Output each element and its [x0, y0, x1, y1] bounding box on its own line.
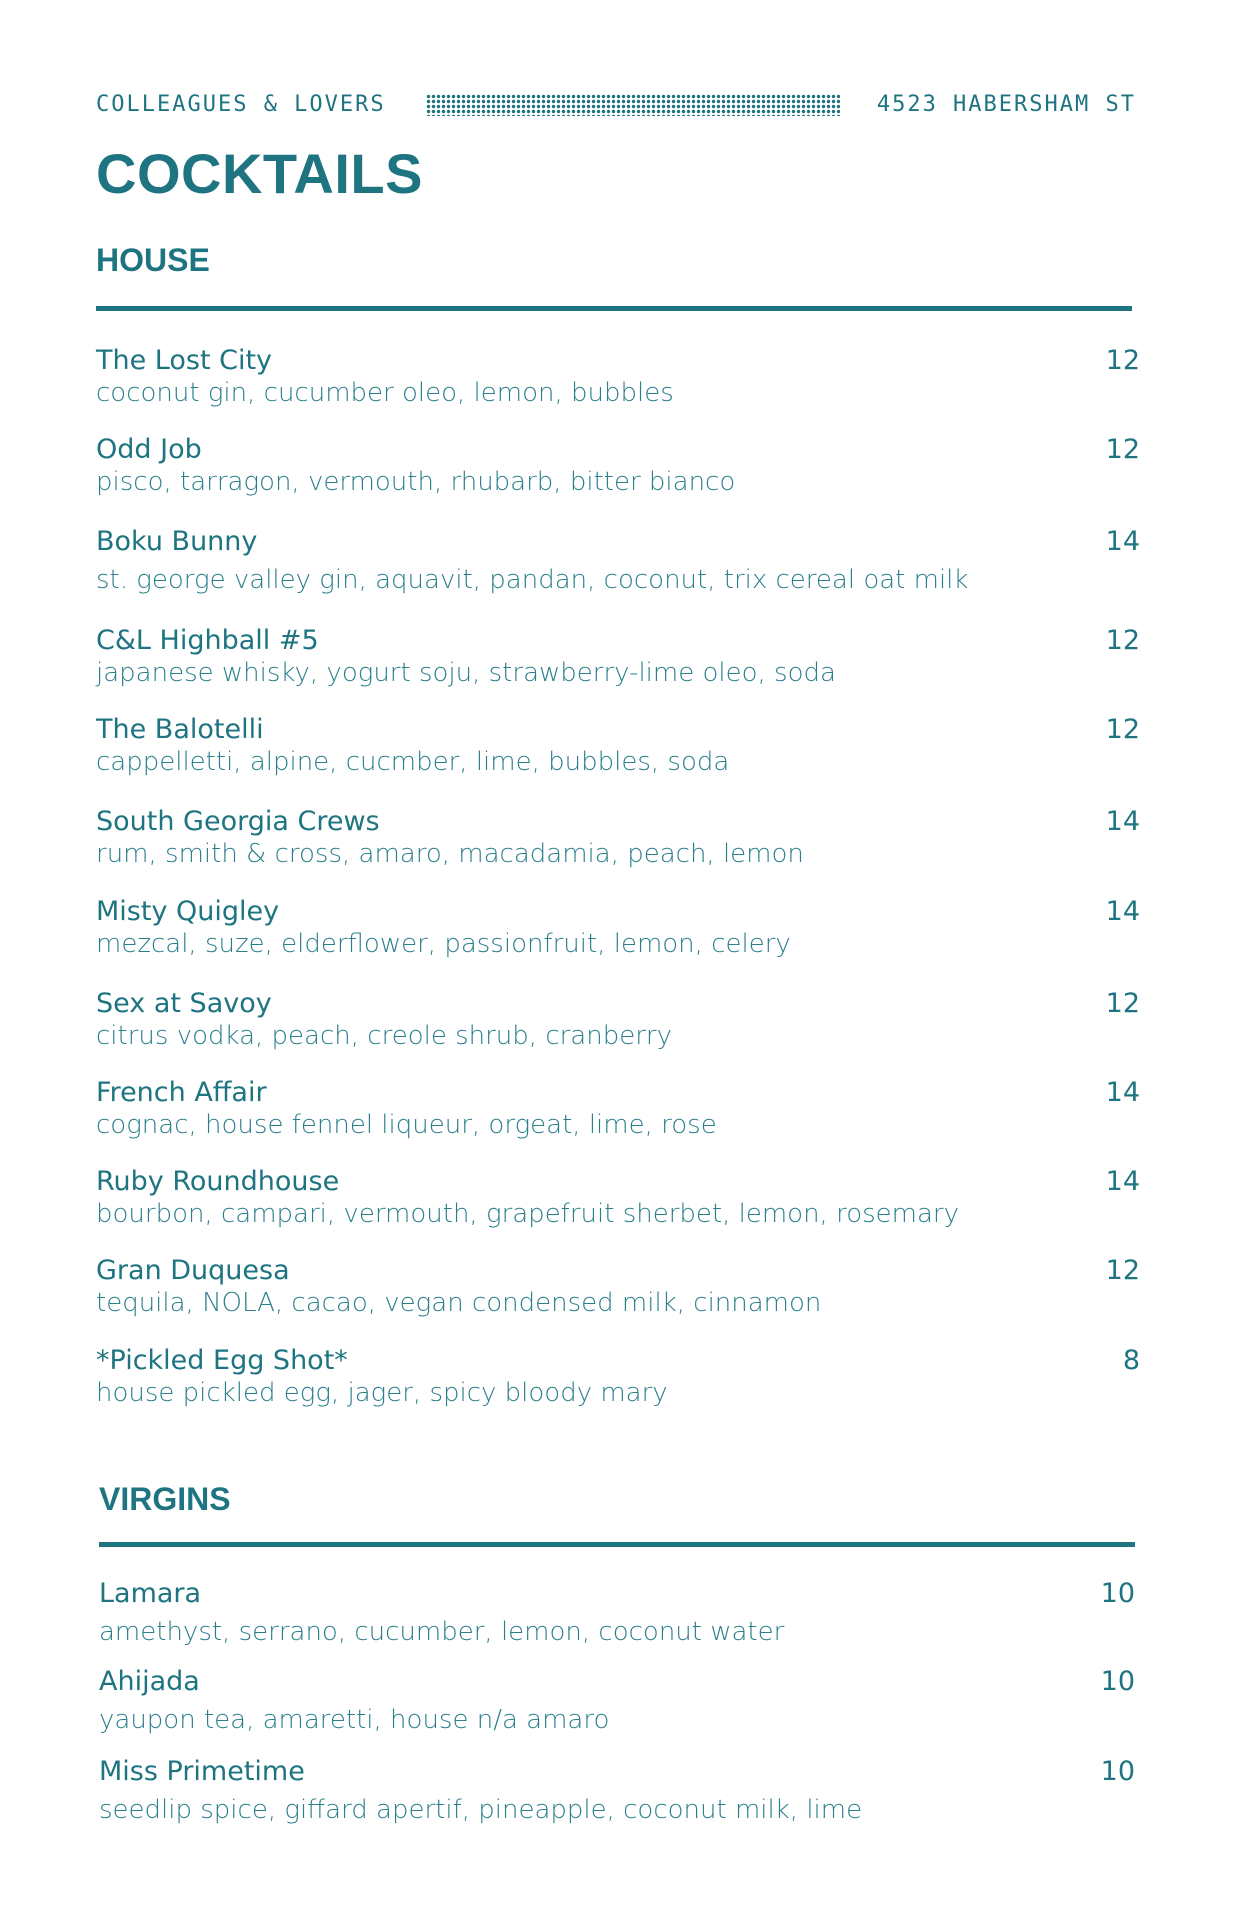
item-description: amethyst, serrano, cucumber, lemon, coconut water — [99, 1617, 785, 1647]
item-name: The Balotelli — [96, 714, 264, 745]
menu-item — [99, 1578, 1135, 1648]
item-name: Sex at Savoy — [96, 988, 272, 1019]
item-description: seedlip spice, giffard apertif, pineapple, coconut milk, lime — [99, 1795, 863, 1825]
item-price: 12 — [1105, 345, 1140, 376]
item-price: 10 — [1100, 1578, 1135, 1609]
item-description: coconut gin, cucumber oleo, lemon, bubbles — [96, 378, 674, 408]
dot-pattern-divider — [426, 94, 840, 116]
item-name: *Pickled Egg Shot* — [96, 1345, 348, 1376]
item-description: rum, smith & cross, amaro, macadamia, peach, lemon — [96, 839, 804, 869]
item-price: 14 — [1105, 806, 1140, 837]
menu-item — [96, 434, 1140, 498]
menu-item — [96, 1166, 1140, 1230]
menu-item — [96, 1255, 1140, 1319]
item-name: Ahijada — [99, 1666, 200, 1697]
item-price: 12 — [1105, 988, 1140, 1019]
section-house — [96, 244, 1140, 311]
menu-item — [96, 988, 1140, 1052]
item-description: yaupon tea, amaretti, house n/a amaro — [99, 1705, 610, 1735]
item-name: French Affair — [96, 1077, 267, 1108]
item-name: C&L Highball #5 — [96, 625, 319, 656]
item-description: cognac, house fennel liqueur, orgeat, lime, rose — [96, 1110, 717, 1140]
item-name: Ruby Roundhouse — [96, 1166, 340, 1197]
item-description: japanese whisky, yogurt soju, strawberry-lime oleo, soda — [96, 658, 836, 688]
item-description: st. george valley gin, aquavit, pandan, coconut, trix cereal oat milk — [96, 565, 969, 595]
item-description: tequila, NOLA, cacao, vegan condensed milk, cinnamon — [96, 1288, 822, 1318]
item-description: cappelletti, alpine, cucmber, lime, bubbles, soda — [96, 747, 730, 777]
item-name: South Georgia Crews — [96, 806, 380, 837]
item-description: house pickled egg, jager, spicy bloody mary — [96, 1378, 668, 1408]
item-price: 14 — [1105, 1166, 1140, 1197]
item-price: 12 — [1105, 434, 1140, 465]
item-price: 12 — [1105, 714, 1140, 745]
item-description: citrus vodka, peach, creole shrub, cranberry — [96, 1021, 672, 1051]
brand-name: COLLEAGUES & LOVERS — [96, 92, 386, 117]
item-price: 14 — [1105, 896, 1140, 927]
item-name: Boku Bunny — [96, 526, 258, 557]
menu-item — [96, 1345, 1140, 1409]
item-description: pisco, tarragon, vermouth, rhubarb, bitter bianco — [96, 467, 736, 497]
item-name: Lamara — [99, 1578, 202, 1609]
item-price: 10 — [1100, 1666, 1135, 1697]
page-title: COCKTAILS — [96, 142, 423, 205]
header-bar — [96, 92, 1136, 122]
menu-item — [96, 625, 1140, 689]
menu-item — [96, 345, 1140, 409]
item-name: Misty Quigley — [96, 896, 280, 927]
section-divider — [99, 1542, 1135, 1547]
menu-item — [96, 806, 1140, 870]
item-price: 14 — [1105, 526, 1140, 557]
item-description: bourbon, campari, vermouth, grapefruit sherbet, lemon, rosemary — [96, 1199, 959, 1229]
item-price: 12 — [1105, 625, 1140, 656]
item-price: 14 — [1105, 1077, 1140, 1108]
item-description: mezcal, suze, elderflower, passionfruit, lemon, celery — [96, 929, 791, 959]
section-divider — [96, 306, 1132, 311]
menu-item — [96, 526, 1140, 596]
item-price: 12 — [1105, 1255, 1140, 1286]
menu-item — [96, 896, 1140, 960]
item-name: Gran Duquesa — [96, 1255, 290, 1286]
menu-item — [96, 1077, 1140, 1141]
menu-item — [99, 1756, 1135, 1826]
address: 4523 HABERSHAM ST — [876, 92, 1136, 117]
item-price: 10 — [1100, 1756, 1135, 1787]
section-virgins — [99, 1483, 1143, 1547]
item-name: Odd Job — [96, 434, 202, 465]
item-name: The Lost City — [96, 345, 273, 376]
item-price: 8 — [1122, 1345, 1140, 1376]
menu-item — [99, 1666, 1135, 1736]
item-name: Miss Primetime — [99, 1756, 305, 1787]
section-title: VIRGINS — [99, 1481, 231, 1517]
section-title: HOUSE — [96, 242, 210, 278]
menu-item — [96, 714, 1140, 778]
